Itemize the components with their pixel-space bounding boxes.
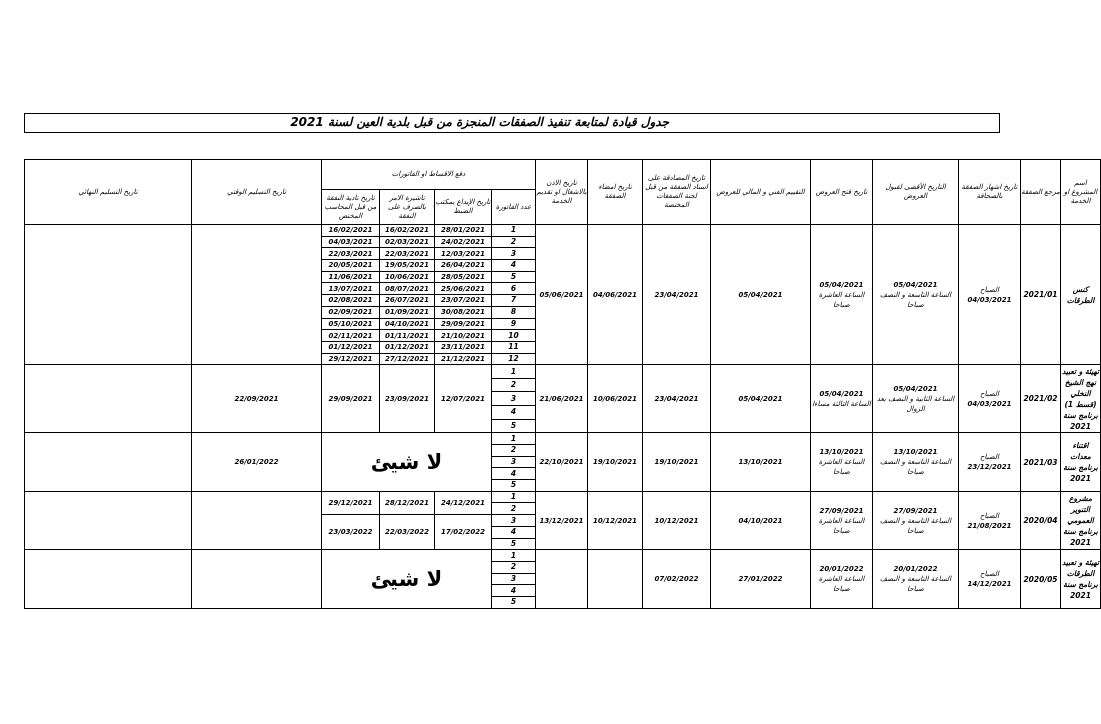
- opening-date-line: 05/04/2021: [819, 389, 864, 398]
- invoice-check-date: 01/12/2021: [322, 341, 380, 353]
- opening-date-line: الساعة العاشرة صباحا: [818, 516, 865, 535]
- invoice-deposit-date: 24/02/2021: [435, 236, 492, 248]
- publish-date-line: الصباح: [980, 285, 999, 294]
- invoice-number: 1: [492, 550, 536, 562]
- invoice-number: 5: [492, 538, 536, 550]
- publish-date-line: 04/03/2021: [967, 399, 1012, 408]
- table-row: [25, 550, 1101, 562]
- final-date: [25, 225, 192, 365]
- signing-date: 10/06/2021: [588, 365, 643, 433]
- invoice-check-date: 02/11/2021: [322, 330, 380, 342]
- provisional-date: [192, 550, 322, 609]
- invoice-deposit-date: 26/04/2021: [435, 260, 492, 272]
- invoice-check-date: 11/06/2021: [322, 271, 380, 283]
- header-start: تاريخ الاذن بالاشغال او تقديم الخدمة: [536, 160, 588, 225]
- project-name: كنس الطرقات: [1061, 225, 1101, 365]
- invoice-order-date: 01/12/2021: [380, 341, 435, 353]
- evaluation-date: 27/01/2022: [711, 550, 811, 609]
- signing-date: 10/12/2021: [588, 491, 643, 549]
- invoice-number: 5: [492, 596, 536, 608]
- invoice-number: 5: [492, 419, 536, 433]
- invoice-deposit-date: 23/07/2021: [435, 295, 492, 307]
- deadline-date-line: الساعة الثانية و النصف بعد الزوال: [876, 394, 955, 413]
- invoice-number: 12: [492, 353, 536, 365]
- invoice-number: 2: [492, 503, 536, 515]
- invoice-number: 2: [492, 378, 536, 392]
- evaluation-date: 05/04/2021: [711, 225, 811, 365]
- deadline-date: [873, 365, 959, 433]
- provisional-date: 22/09/2021: [192, 365, 322, 433]
- invoice-deposit-date: 12/07/2021: [435, 365, 492, 433]
- opening-date: [811, 491, 873, 549]
- start-date: [536, 550, 588, 609]
- deadline-date: [873, 550, 959, 609]
- table-row: [25, 433, 1101, 445]
- approval-date: 10/12/2021: [643, 491, 711, 549]
- start-date: 13/12/2021: [536, 491, 588, 549]
- opening-date-line: 27/09/2021: [819, 506, 864, 515]
- opening-date-line: 13/10/2021: [819, 448, 864, 457]
- header-final: تاريخ التسليم النهائي: [25, 160, 192, 225]
- nothing-label: لا شيئ: [322, 550, 492, 609]
- signing-date: 19/10/2021: [588, 433, 643, 491]
- invoice-check-date: 13/07/2021: [322, 283, 380, 295]
- invoice-number: 1: [492, 225, 536, 237]
- invoice-order-date: 26/07/2021: [380, 295, 435, 307]
- deadline-date-line: الساعة التاسعة و النصف صباحا: [879, 575, 952, 594]
- header-ref: مرجع الصفقة: [1021, 160, 1061, 225]
- table-row: [25, 491, 1101, 503]
- header-invoice-check: تاريخ تادية النفقة من قبل المحاسب المختص: [322, 190, 380, 225]
- contract-ref: 2021/02: [1021, 365, 1061, 433]
- publish-date-line: الصباح: [980, 511, 999, 520]
- invoice-number: 4: [492, 468, 536, 480]
- invoice-number: 3: [492, 456, 536, 468]
- start-date: 22/10/2021: [536, 433, 588, 491]
- header-project: اسم المشروع او الخدمة: [1061, 160, 1101, 225]
- evaluation-date: 05/04/2021: [711, 365, 811, 433]
- invoice-order-date: 23/09/2021: [380, 365, 435, 433]
- invoice-deposit-date: 21/10/2021: [435, 330, 492, 342]
- invoice-number: 1: [492, 491, 536, 503]
- header-invoice-number: عدد الفاتورة: [492, 190, 536, 225]
- publish-date-line: 21/08/2021: [967, 521, 1012, 530]
- invoice-order-date: 16/02/2021: [380, 225, 435, 237]
- evaluation-date: 13/10/2021: [711, 433, 811, 491]
- project-name: مشروع التنوير العمومي برنامج سنة 2021: [1061, 491, 1101, 549]
- nothing-label: لا شيئ: [322, 433, 492, 491]
- invoice-number: 4: [492, 526, 536, 538]
- header-invoice-order: تاشيرة الامر بالصرف على النفقة: [380, 190, 435, 225]
- contract-ref: 2020/05: [1021, 550, 1061, 609]
- opening-date-line: 05/04/2021: [819, 280, 864, 289]
- deadline-date-line: 13/10/2021: [893, 448, 938, 457]
- invoice-deposit-date: 17/02/2022: [435, 515, 492, 550]
- contract-ref: 2020/04: [1021, 491, 1061, 549]
- header-provisional: تاريخ التسليم الوقتي: [192, 160, 322, 225]
- invoice-check-date: 22/03/2021: [322, 248, 380, 260]
- invoice-check-date: 16/02/2021: [322, 225, 380, 237]
- invoice-order-date: 28/12/2021: [380, 491, 435, 514]
- invoice-check-date: 29/12/2021: [322, 353, 380, 365]
- invoice-number: 4: [492, 406, 536, 420]
- invoice-number: 4: [492, 260, 536, 272]
- invoice-order-date: 01/11/2021: [380, 330, 435, 342]
- invoice-order-date: 01/09/2021: [380, 306, 435, 318]
- publish-date: [959, 433, 1021, 491]
- invoice-number: 7: [492, 295, 536, 307]
- invoice-deposit-date: 28/05/2021: [435, 271, 492, 283]
- signing-date: [588, 550, 643, 609]
- deadline-date-line: 27/09/2021: [893, 506, 938, 515]
- contract-ref: 2021/03: [1021, 433, 1061, 491]
- provisional-date: 26/01/2022: [192, 433, 322, 491]
- invoice-check-date: 29/09/2021: [322, 365, 380, 433]
- invoice-check-date: 23/03/2022: [322, 515, 380, 550]
- deadline-date-line: 05/04/2021: [893, 280, 938, 289]
- opening-date: [811, 550, 873, 609]
- invoice-number: 5: [492, 480, 536, 492]
- signing-date: 04/06/2021: [588, 225, 643, 365]
- invoice-order-date: 10/06/2021: [380, 271, 435, 283]
- publish-date: [959, 550, 1021, 609]
- invoice-number: 11: [492, 341, 536, 353]
- invoice-number: 5: [492, 271, 536, 283]
- invoice-number: 3: [492, 392, 536, 406]
- publish-date-line: 04/03/2021: [967, 295, 1012, 304]
- provisional-date: [192, 225, 322, 365]
- project-name: تهيئة و تعبيد الطرقات برنامج سنة 2021: [1061, 550, 1101, 609]
- header-deadline: التاريخ الأقصى لقبول العروض: [873, 160, 959, 225]
- invoice-deposit-date: 25/06/2021: [435, 283, 492, 295]
- table-body: [25, 225, 1101, 609]
- final-date: [25, 433, 192, 491]
- invoice-number: 1: [492, 433, 536, 445]
- deadline-date: [873, 433, 959, 491]
- invoice-deposit-date: 29/09/2021: [435, 318, 492, 330]
- invoice-check-date: 20/05/2021: [322, 260, 380, 272]
- invoice-order-date: 22/03/2022: [380, 515, 435, 550]
- publish-date: [959, 491, 1021, 549]
- invoice-deposit-date: 30/08/2021: [435, 306, 492, 318]
- opening-date-line: الساعة العاشرة صباحا: [818, 290, 865, 309]
- invoice-number: 10: [492, 330, 536, 342]
- opening-date: [811, 225, 873, 365]
- invoice-order-date: 22/03/2021: [380, 248, 435, 260]
- invoice-number: 3: [492, 573, 536, 585]
- invoice-number: 2: [492, 236, 536, 248]
- invoice-number: 3: [492, 248, 536, 260]
- invoice-check-date: 02/08/2021: [322, 295, 380, 307]
- opening-date-line: الساعة العاشرة صباحا: [818, 575, 865, 594]
- publish-date: [959, 365, 1021, 433]
- header-approval: تاريخ المصادقة على اسناد الصفقة من قبل لجنة الصفقات المختصة: [643, 160, 711, 225]
- publish-date-line: 23/12/2021: [967, 463, 1012, 472]
- publish-date-line: 14/12/2021: [967, 580, 1012, 589]
- opening-date-line: الساعة الثالثة مساءا: [812, 399, 871, 408]
- invoice-deposit-date: 21/12/2021: [435, 353, 492, 365]
- final-date: [25, 550, 192, 609]
- invoice-order-date: 08/07/2021: [380, 283, 435, 295]
- invoice-deposit-date: 23/11/2021: [435, 341, 492, 353]
- invoice-order-date: 02/03/2021: [380, 236, 435, 248]
- deadline-date: [873, 225, 959, 365]
- invoice-number: 3: [492, 515, 536, 527]
- publish-date-line: الصباح: [980, 389, 999, 398]
- invoice-deposit-date: 24/12/2021: [435, 491, 492, 514]
- contract-ref: 2021/01: [1021, 225, 1061, 365]
- provisional-date: [192, 491, 322, 549]
- start-date: 05/06/2021: [536, 225, 588, 365]
- publish-date-line: الصباح: [980, 570, 999, 579]
- table-row: [25, 225, 1101, 237]
- start-date: 21/06/2021: [536, 365, 588, 433]
- header-signing: تاريخ امضاء الصفقة: [588, 160, 643, 225]
- evaluation-date: 04/10/2021: [711, 491, 811, 549]
- deadline-date: [873, 491, 959, 549]
- approval-date: 23/04/2021: [643, 225, 711, 365]
- header-opening: تاريخ فتح العروض: [811, 160, 873, 225]
- opening-date: [811, 365, 873, 433]
- invoice-order-date: 27/12/2021: [380, 353, 435, 365]
- deadline-date-line: 05/04/2021: [893, 384, 938, 393]
- header-evaluation: التقييم الفني و المالي للعروض: [711, 160, 811, 225]
- invoice-check-date: 05/10/2021: [322, 318, 380, 330]
- tracking-table: [24, 159, 1101, 609]
- page-title: جدول قيادة لمتابعة تنفيذ الصفقات المنجزة من قبل بلدية العين لسنة 2021: [290, 115, 669, 129]
- invoice-check-date: 29/12/2021: [322, 491, 380, 514]
- invoice-number: 1: [492, 365, 536, 379]
- title-box: [24, 113, 1000, 133]
- table-row: [25, 365, 1101, 379]
- deadline-date-line: الساعة التاسعة و النصف صباحا: [879, 290, 952, 309]
- invoice-number: 2: [492, 561, 536, 573]
- deadline-date-line: الساعة التاسعة و النصف صباحا: [879, 516, 952, 535]
- invoice-number: 8: [492, 306, 536, 318]
- header-invoice-deposit: تاريخ الإيداع بمكتب الضبط: [435, 190, 492, 225]
- invoice-check-date: 02/09/2021: [322, 306, 380, 318]
- deadline-date-line: 20/01/2022: [893, 565, 938, 574]
- invoice-order-date: 19/05/2021: [380, 260, 435, 272]
- publish-date-line: الصباح: [980, 453, 999, 462]
- invoice-number: 6: [492, 283, 536, 295]
- invoice-number: 4: [492, 585, 536, 597]
- invoice-check-date: 04/03/2021: [322, 236, 380, 248]
- opening-date-line: الساعة العاشرة صباحا: [818, 458, 865, 477]
- approval-date: 19/10/2021: [643, 433, 711, 491]
- approval-date: 23/04/2021: [643, 365, 711, 433]
- project-name: اقتناء معدات برنامج سنة 2021: [1061, 433, 1101, 491]
- publish-date: [959, 225, 1021, 365]
- invoice-deposit-date: 12/03/2021: [435, 248, 492, 260]
- invoice-number: 2: [492, 445, 536, 457]
- final-date: [25, 491, 192, 549]
- final-date: [25, 365, 192, 433]
- invoice-order-date: 04/10/2021: [380, 318, 435, 330]
- deadline-date-line: الساعة التاسعة و النصف صباحا: [879, 458, 952, 477]
- opening-date: [811, 433, 873, 491]
- header-publish: تاريخ اشهار الصفقة بالصحافة: [959, 160, 1021, 225]
- header-payments: دفع الاقساط او الفاتورات: [322, 160, 536, 190]
- invoice-number: 9: [492, 318, 536, 330]
- invoice-deposit-date: 28/01/2021: [435, 225, 492, 237]
- opening-date-line: 20/01/2022: [819, 565, 864, 574]
- project-name: تهيئة و تعبيد نهج الشيخ النخلي (قسط 1) برنامج سنة 2021: [1061, 365, 1101, 433]
- approval-date: 07/02/2022: [643, 550, 711, 609]
